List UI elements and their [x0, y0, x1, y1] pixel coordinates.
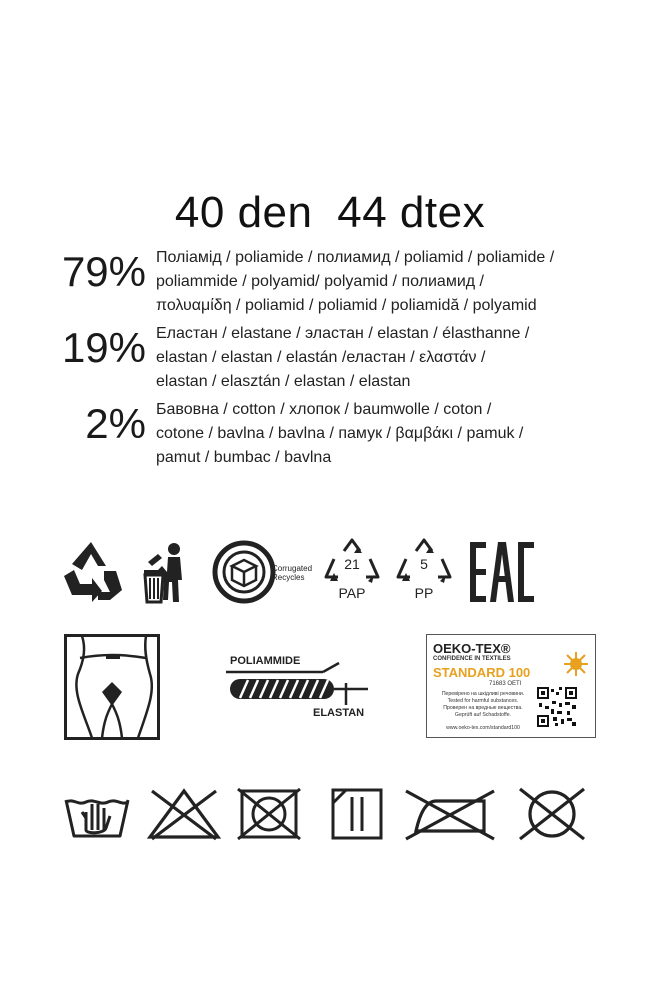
oeko-tex-label [426, 634, 596, 738]
no-iron-icon [402, 787, 498, 841]
oeko-standard: STANDARD 100 [433, 665, 531, 680]
corrugated-label: Corrugated Recycles [272, 564, 313, 582]
composition-lines [156, 246, 554, 318]
composition-line: pamut / bumbac / bavlna [156, 449, 332, 466]
oeko-tagline: CONFIDENCE IN TEXTILES [433, 656, 511, 662]
oeko-url: www.oeko-tex.com/standard100 [446, 725, 520, 731]
percent-elastane: 19% [61, 324, 146, 371]
composition-line: Поліамід / poliamide / полиамид / poliamid / poliamide / [156, 249, 555, 266]
oeko-brand: OEKO-TEX® [433, 641, 511, 656]
tidyman-icon [138, 540, 192, 604]
no-dry-clean-icon [516, 785, 588, 843]
composition-line: poliammide / polyamid/ polyamid / полиамид / [156, 273, 484, 290]
oeko-statement: Tested for harmful substances. [447, 698, 519, 704]
oeko-statement: Geprüft auf Schadstoffe. [454, 712, 512, 718]
fiber-top-label: POLIAMMIDE [230, 655, 301, 667]
qr-code-icon [537, 687, 577, 727]
corrugated-recycles-icon [212, 540, 312, 604]
hand-wash-icon [64, 790, 130, 838]
tights-icon [64, 634, 160, 740]
composition-line: Еластан / elastane / эластан / elastan / élasthanne / [156, 325, 530, 342]
recycle-number: 5 [420, 556, 428, 572]
recycle-21-pap-icon [322, 537, 382, 605]
composition-line: Бавовна / cotton / хлопок / baumwolle / coton / [156, 401, 492, 418]
oeko-statement: Перевірено на шкідливі речовини. [441, 691, 525, 697]
line-dry-shade-icon [330, 787, 384, 841]
composition-line: elastan / elasztán / elastan / elastan [156, 373, 411, 390]
composition-line: cotone / bavlna / bavlna / памук / βαμβάκι / pamuk / [156, 425, 524, 442]
recycle-material: PP [414, 585, 434, 601]
no-tumble-dry-icon [236, 787, 302, 841]
dtex-value: 44 dtex [337, 188, 486, 237]
eac-icon [468, 540, 536, 604]
sun-icon [563, 651, 589, 677]
oeko-statements [433, 691, 533, 719]
composition-lines [156, 398, 523, 470]
no-bleach-icon [146, 785, 222, 841]
oeko-statement: Проверен на вредные вещества. [443, 705, 523, 711]
percent-polyamide: 79% [61, 248, 146, 295]
fiber-diagram-icon [226, 655, 372, 719]
fiber-bottom-label: ELASTAN [313, 707, 365, 719]
recycle-number: 21 [344, 556, 360, 572]
oeko-code: 71683 OETI [489, 681, 522, 687]
recycle-icon [58, 540, 124, 604]
product-title [0, 188, 660, 238]
percent-cotton: 2% [85, 400, 146, 447]
composition-line: πολυαμίδη / poliamid / poliamid / poliamidă / polyamid [156, 297, 537, 314]
recycle-5-pp-icon [394, 537, 454, 605]
composition-line: elastan / elastan / elastán /еластан / ελαστάν / [156, 349, 486, 366]
den-value: 40 den [174, 188, 313, 237]
recycle-material: PAP [338, 585, 366, 601]
composition-lines [156, 322, 529, 394]
